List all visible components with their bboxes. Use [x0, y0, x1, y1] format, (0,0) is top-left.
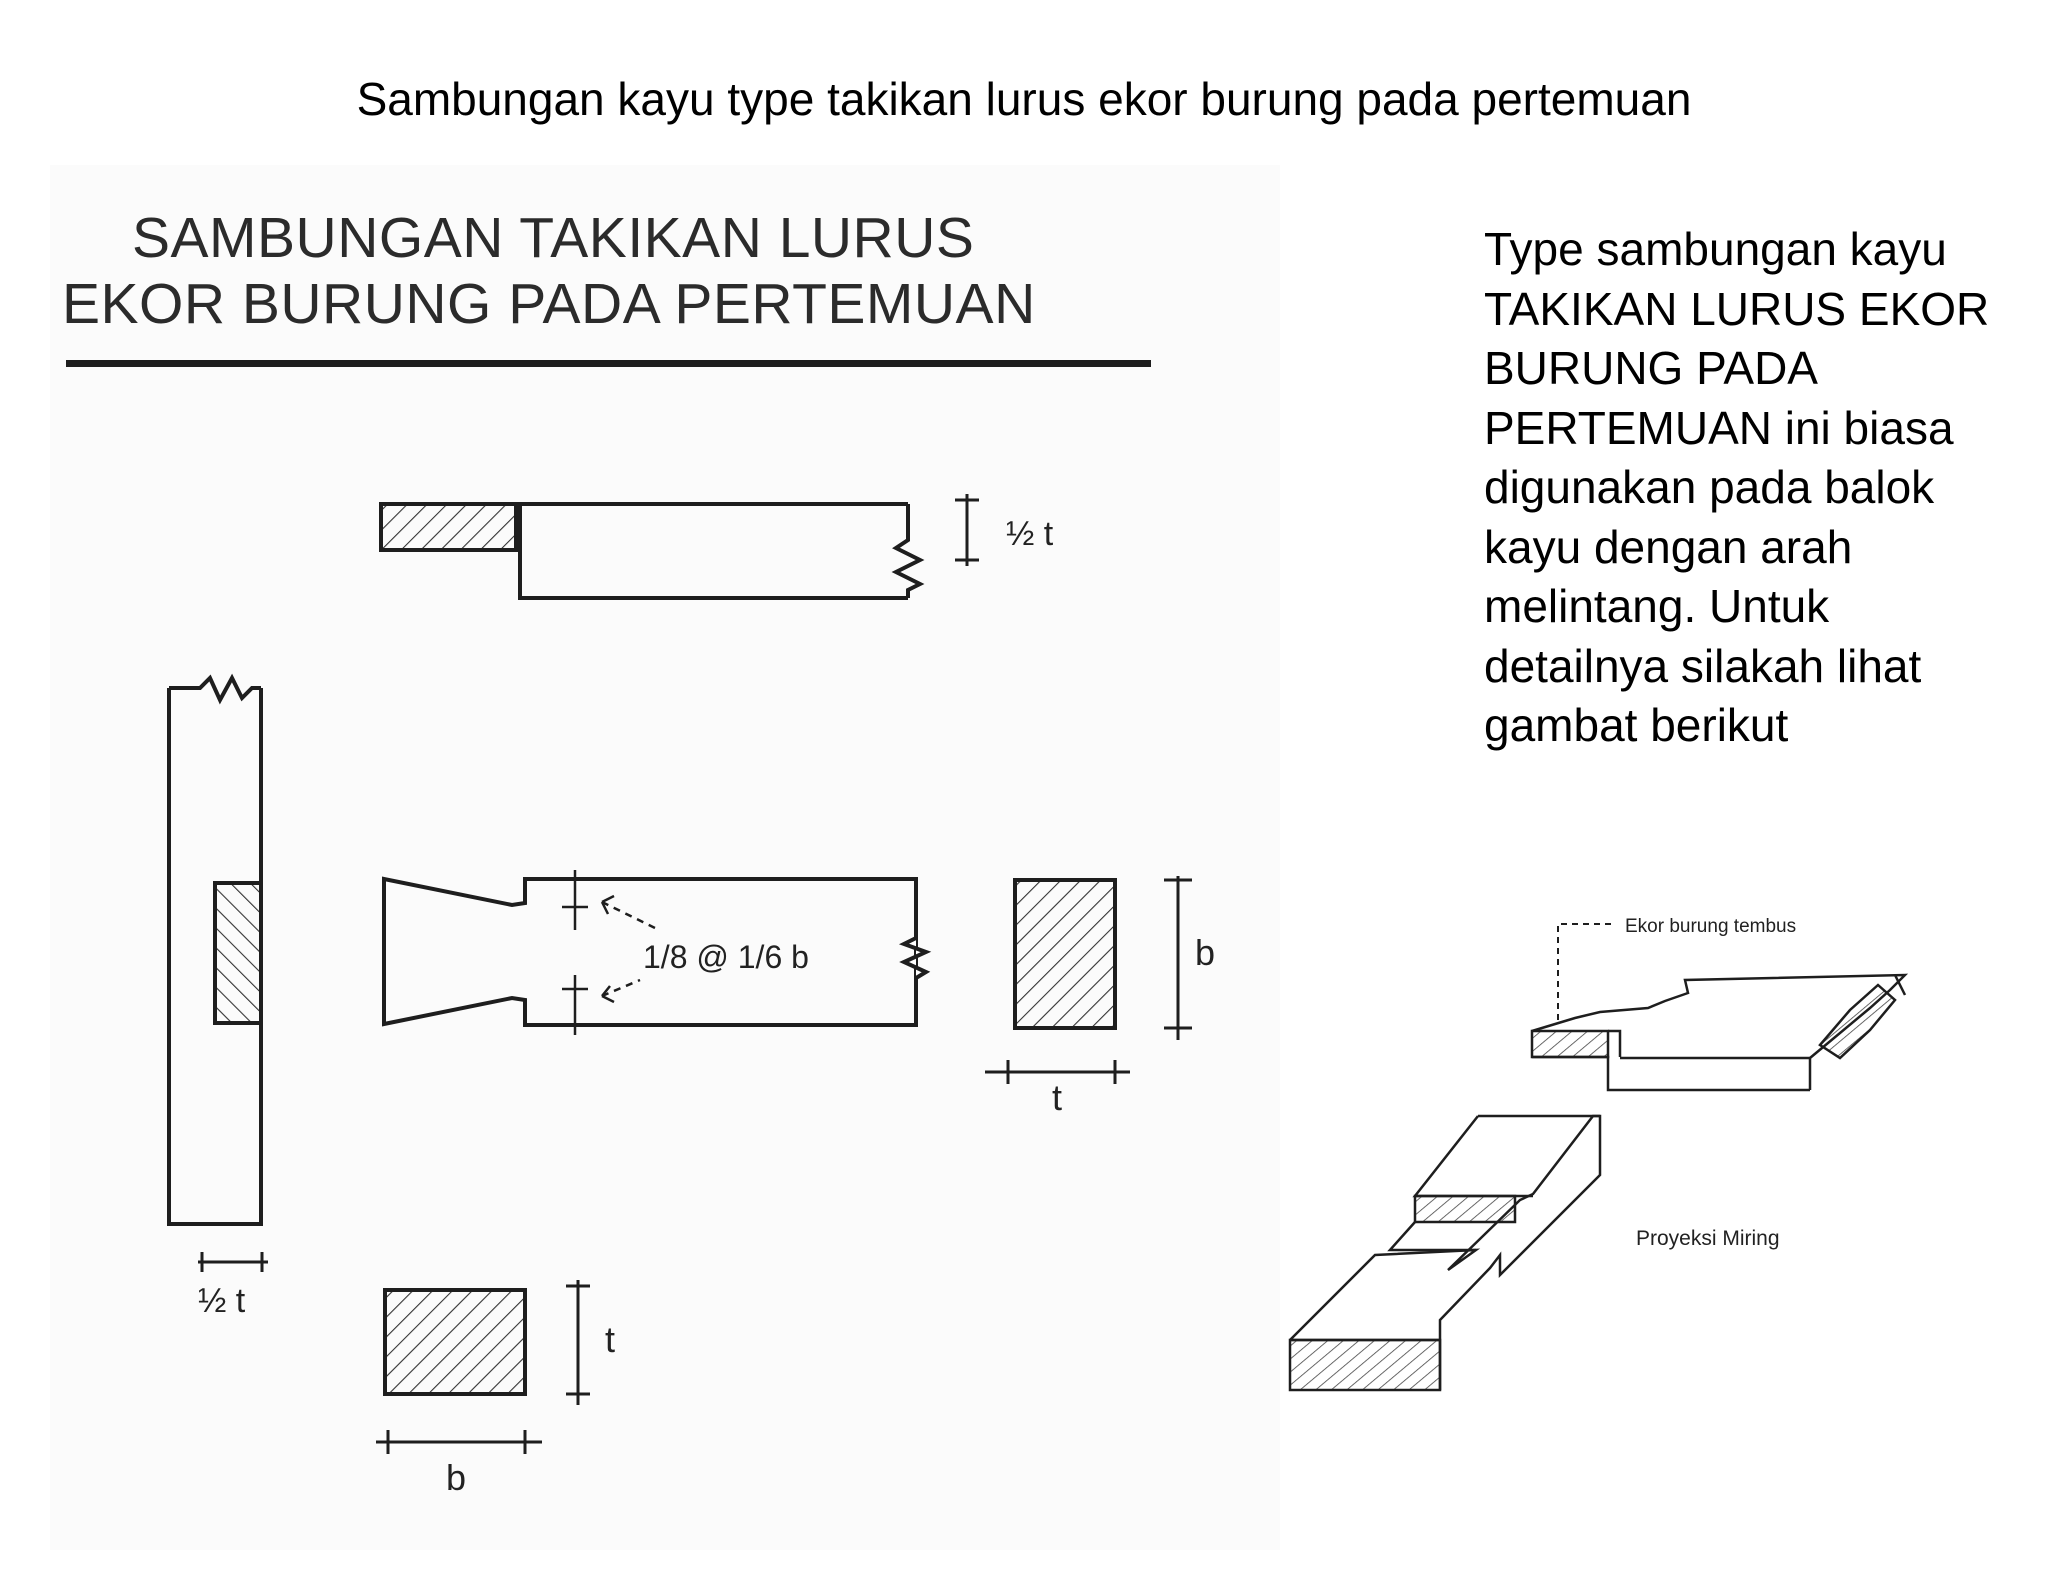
label-ratio: 1/8 @ 1/6 b: [643, 939, 809, 975]
label-half-t-top: ½ t: [1006, 515, 1054, 553]
label-ekor-burung: Ekor burung tembus: [1625, 916, 1797, 937]
ratio-leaders: [562, 870, 655, 1035]
label-b-right: b: [1195, 932, 1216, 973]
oblique-lower-beam: [1290, 1116, 1600, 1390]
label-half-t-bottom: ½ t: [198, 1282, 246, 1320]
label-b-section: b: [446, 1457, 467, 1498]
heading-line-2: EKOR BURUNG PADA PERTEMUAN: [62, 272, 1036, 336]
t-dimension-bottom: [566, 1280, 590, 1405]
label-t-right: t: [1052, 1077, 1063, 1118]
heading-line-1: SAMBUNGAN TAKIKAN LURUS: [132, 206, 975, 270]
description-paragraph: Type sambungan kayu TAKIKAN LURUS EKOR BURUNG PADA PERTEMUAN ini biasa digunakan pada balok kayu dengan arah melintang. Untuk detailnya silakah lihat gambat berikut: [1484, 223, 1990, 751]
b-dimension-right: [1164, 876, 1192, 1040]
label-t-section: t: [605, 1319, 616, 1360]
top-elevation-beam: [381, 504, 920, 598]
section-t-b: [385, 1290, 525, 1394]
label-proyeksi: Proyeksi Miring: [1636, 1227, 1780, 1250]
vertical-beam: [169, 678, 261, 1224]
half-t-dimension-bottom: [198, 1252, 268, 1272]
half-t-dimension-top: [955, 494, 979, 566]
oblique-upper-beam: [1532, 975, 1905, 1090]
section-b-t: [1015, 880, 1115, 1028]
slide-title: Sambungan kayu type takikan lurus ekor burung pada pertemuan: [356, 73, 1692, 125]
ekor-burung-leader: [1558, 924, 1612, 1020]
b-dimension-bottom: [376, 1430, 542, 1454]
